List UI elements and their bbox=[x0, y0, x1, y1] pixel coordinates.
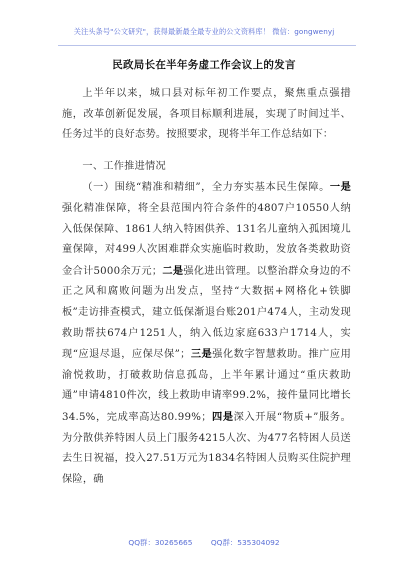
segment-second: 强化进出管理。以整治群众身边的不正之风和腐败问题为出发点，坚持“大数据+网格化+铁脚板”走访排查模式，建立低保渐退台账201户474人，主动发现救助帮扶674户1251人，纳入低边家庭633户1714人，实现“应退尽退，应保尽保”； bbox=[62, 265, 352, 361]
segment-first: 强化精准保障，将全县范围内符合条件的4807户10550人纳入低保保障、1861人纳入特困供养、131名儿童纳入孤困境儿童保障，对499人次困难群众实施临时救助，发放各类救助资金合计5000余万元； bbox=[62, 202, 351, 277]
header-promo-note: 关注头条号"公文研究"，获得最新最全最专业的公文资料库！ 微信：gongwenyj bbox=[73, 27, 335, 36]
keyword-fourth: 四是 bbox=[211, 410, 234, 423]
item-lead: （一）围绕“精准和精细”，全力夯实基本民生保障。 bbox=[82, 182, 330, 194]
item-paragraph bbox=[62, 177, 351, 490]
document-title: 民政局长在半年务虚工作会议上的发言 bbox=[112, 59, 296, 71]
segment-third: 强化数字智慧救助。推广应用渝悦救助，打破救助信息孤岛，上半年累计通过“重庆救助通”申请4810件次，线上救助申请率99.2%，接件量同比增长34.5%，完成率高达80.99%； bbox=[62, 349, 352, 423]
footer-qq-group-1: QQ群：30265665 bbox=[128, 538, 193, 547]
keyword-first: 一是 bbox=[329, 181, 352, 194]
keyword-second: 二是 bbox=[162, 264, 184, 277]
document-body bbox=[62, 84, 351, 490]
section-heading: 一、工作推进情况 bbox=[82, 160, 166, 172]
keyword-third: 三是 bbox=[190, 348, 213, 361]
header-divider bbox=[58, 45, 356, 46]
footer-qq-groups bbox=[0, 537, 408, 548]
segment-fourth: 深入开展“物质+”服务。为分散供养特困人员上门服务4215人次、为477名特困人员送去生日祝福，投入27.51万元为1834名特困人员购买住院护理保险，确 bbox=[62, 411, 352, 485]
footer-qq-group-2: QQ群：535304092 bbox=[210, 538, 280, 547]
intro-paragraph: 上半年以来，城口县对标年初工作要点，聚焦重点强措施，改革创新促发展，各项目标顺利进展，实现了时间过半、任务过半的良好态势。按照要求，现将半年工作总结如下： bbox=[62, 88, 351, 141]
